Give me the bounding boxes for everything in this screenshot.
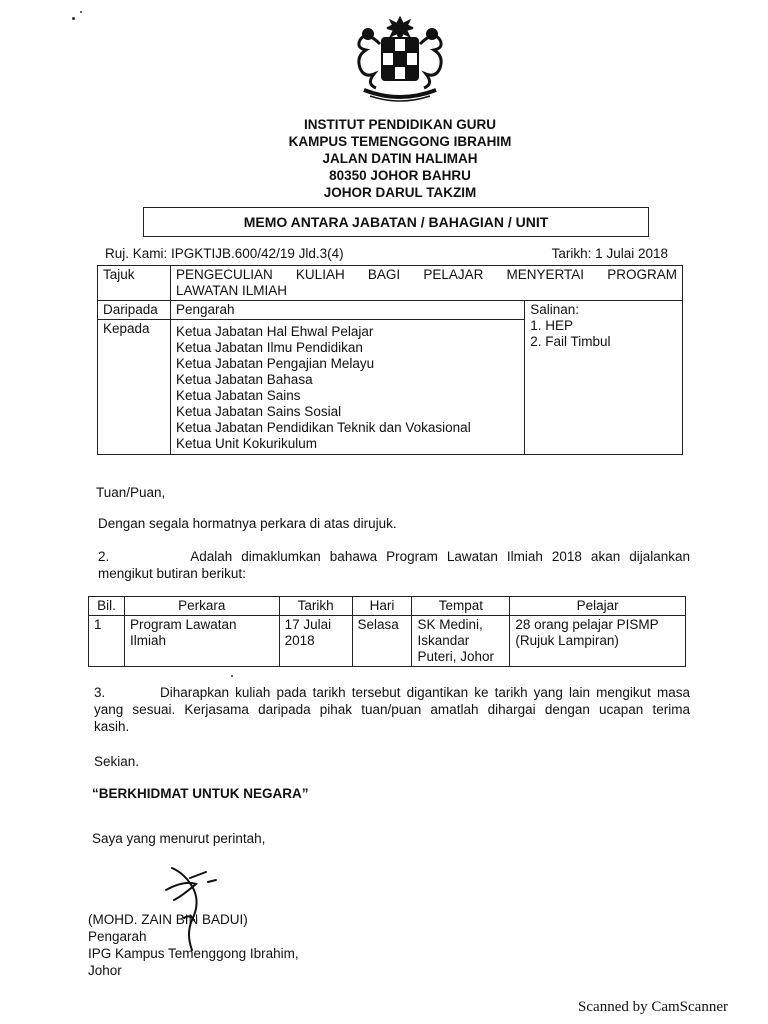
tajuk-line: LAWATAN ILMIAH: [175, 283, 287, 298]
cell-hari: Selasa: [352, 616, 412, 667]
cell-line: Program Lawatan: [129, 617, 237, 632]
paragraph-line: yang sesuai. Kerjasama daripada pihak tuan/puan amatlah dihargai dengan ucapan terima: [94, 702, 690, 717]
reference-line: [105, 246, 668, 261]
list-item: Ketua Jabatan Sains Sosial: [175, 404, 342, 419]
salinan-label: Salinan:: [530, 302, 580, 317]
tajuk-value: [170, 266, 682, 301]
list-item: Ketua Jabatan Bahasa: [175, 372, 313, 387]
cell-line: (Rujuk Lampiran): [515, 633, 619, 648]
cell-tempat: [412, 616, 510, 667]
signatory-block: [88, 911, 299, 979]
scan-speck: [72, 17, 75, 20]
tajuk-line: PENGECULIAN KULIAH BAGI PELAJAR MENYERTAI PROGRAM: [175, 267, 677, 282]
memo-date: Tarikh: 1 Julai 2018: [551, 246, 668, 261]
institution-address: [250, 116, 550, 201]
program-table: [88, 596, 686, 667]
daripada-value: Pengarah: [170, 301, 524, 320]
salutation: Tuan/Puan,: [96, 485, 166, 500]
kepada-label: Kepada: [98, 320, 171, 455]
table-row: [98, 266, 683, 301]
table-row: [89, 616, 686, 667]
salinan-cell: [525, 301, 683, 455]
motto-text: “BERKHIDMAT UNTUK NEGARA”: [92, 786, 309, 801]
list-item: Ketua Jabatan Sains: [175, 388, 301, 403]
table-row: [98, 301, 683, 320]
memo-title: MEMO ANTARA JABATAN / BAHAGIAN / UNIT: [243, 214, 549, 230]
perintah-text: Saya yang menurut perintah,: [92, 831, 266, 846]
list-item: Ketua Jabatan Ilmu Pendidikan: [175, 340, 363, 355]
column-header: Hari: [352, 597, 412, 616]
address-line: JALAN DATIN HALIMAH: [322, 151, 478, 166]
malaysia-coat-of-arms-icon: [350, 14, 450, 108]
cell-line: Ilmiah: [129, 633, 166, 648]
cell-line: Puteri, Johor: [417, 649, 495, 664]
paragraph-2: [98, 548, 690, 582]
signatory-state: Johor: [88, 963, 122, 978]
address-line: INSTITUT PENDIDIKAN GURU: [304, 117, 496, 132]
reference-number: Ruj. Kami: IPGKTIJB.600/42/19 Jld.3(4): [105, 246, 344, 261]
list-item: 2. Fail Timbul: [530, 334, 611, 349]
paragraph-line: kasih.: [94, 719, 130, 734]
column-header: Tarikh: [279, 597, 352, 616]
cell-tarikh: [279, 616, 352, 667]
tajuk-label: Tajuk: [98, 266, 171, 301]
paragraph-line: mengikut butiran berikut:: [98, 566, 246, 581]
memo-title-box: [143, 207, 649, 237]
kepada-list: [170, 320, 524, 455]
paragraph-line: 2. Adalah dimaklumkan bahawa Program Lawatan Ilmiah 2018 akan dijalankan: [98, 549, 690, 564]
table-header-row: [89, 597, 686, 616]
list-item: Ketua Jabatan Pendidikan Teknik dan Vokasional: [175, 420, 471, 435]
address-line: KAMPUS TEMENGGONG IBRAHIM: [288, 134, 512, 149]
column-header: Bil.: [89, 597, 125, 616]
signatory-org: IPG Kampus Temenggong Ibrahim,: [88, 946, 299, 961]
cell-perkara: [124, 616, 279, 667]
column-header: Perkara: [124, 597, 279, 616]
signatory-name: (MOHD. ZAIN BIN BADUI): [88, 912, 248, 927]
list-item: Ketua Unit Kokurikulum: [175, 436, 318, 451]
scan-speck: [80, 11, 82, 13]
address-line: 80350 JOHOR BAHRU: [329, 168, 471, 183]
scanner-watermark: Scanned by CamScanner: [578, 999, 728, 1015]
list-item: Ketua Jabatan Pengajian Melayu: [175, 356, 375, 371]
list-item: Ketua Jabatan Hal Ehwal Pelajar: [175, 324, 374, 339]
column-header: Pelajar: [510, 597, 686, 616]
paragraph-3: [94, 684, 690, 735]
signatory-title: Pengarah: [88, 929, 147, 944]
address-line: JOHOR DARUL TAKZIM: [323, 185, 477, 200]
cell-line: 17 Julai: [284, 617, 332, 632]
memo-info-table: [97, 265, 683, 455]
cell-pelajar: [510, 616, 686, 667]
paragraph-line: 3. Diharapkan kuliah pada tarikh tersebut digantikan ke tarikh yang lain mengikut masa: [94, 685, 690, 700]
daripada-label: Daripada: [98, 301, 171, 320]
cell-line: SK Medini,: [417, 617, 483, 632]
intro-paragraph: Dengan segala hormatnya perkara di atas dirujuk.: [98, 516, 397, 531]
column-header: Tempat: [412, 597, 510, 616]
cell-line: 28 orang pelajar PISMP: [515, 617, 659, 632]
cell-line: 2018: [284, 633, 315, 648]
sekian-text: Sekian.: [94, 754, 140, 769]
list-item: 1. HEP: [530, 318, 574, 333]
scan-speck: [231, 675, 233, 677]
cell-bil: 1: [89, 616, 125, 667]
cell-line: Iskandar: [417, 633, 470, 648]
